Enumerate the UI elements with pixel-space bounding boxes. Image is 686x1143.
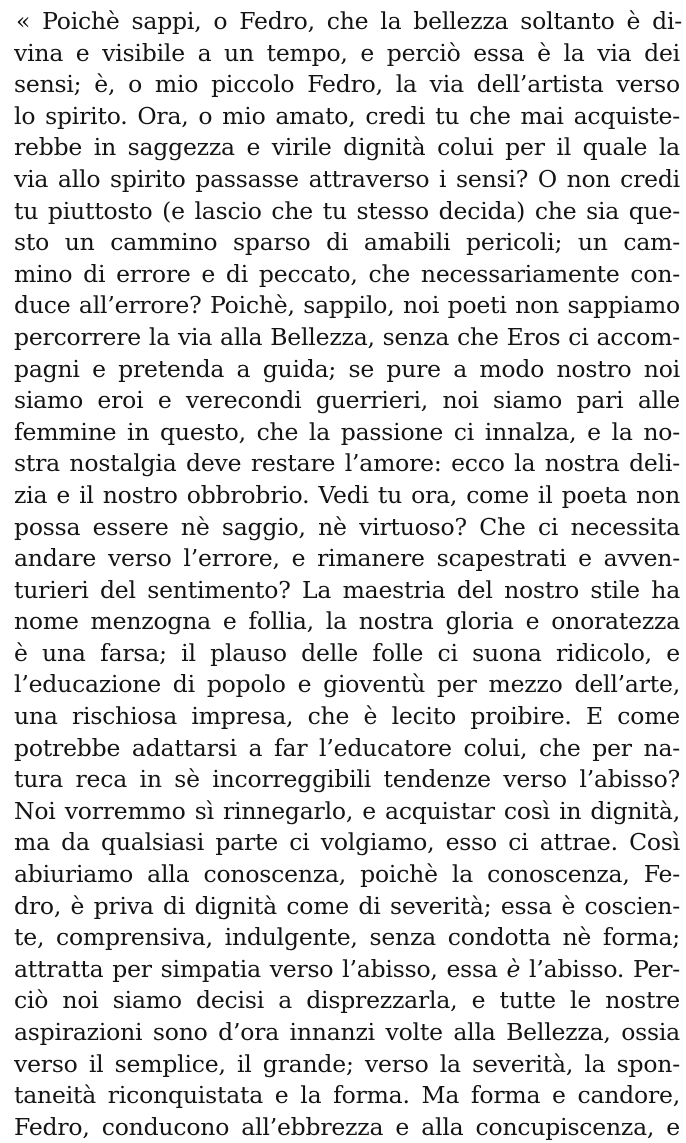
- text-line: Fedro, conducono all’ebbrezza e alla concupiscenza, e: [14, 1112, 680, 1141]
- text-line: Noi vorremmo sì rinnegarlo, e acquistar così in dignità,: [14, 796, 680, 825]
- text-line: percorrere la via alla Bellezza, senza che Eros ci accom-: [14, 322, 680, 351]
- body-text: [14, 6, 680, 1143]
- text-line: siamo eroi e verecondi guerrieri, noi siamo pari alle: [14, 386, 680, 415]
- text-line: via allo spirito passasse attraverso i sensi? O non credi: [14, 164, 680, 193]
- text-line: lo spirito. Ora, o mio amato, credi tu che mai acquiste-: [14, 101, 680, 130]
- text-line: duce all’errore? Poichè, sappilo, noi poeti non sappiamo: [14, 291, 680, 320]
- text-line: stra nostalgia deve restare l’amore: ecco la nostra deli-: [14, 449, 680, 478]
- text-line: pagni e pretenda a guida; se pure a modo nostro noi: [14, 354, 680, 383]
- text-line: mino di errore e di peccato, che necessariamente con-: [14, 259, 680, 288]
- text-line: aspirazioni sono d’ora innanzi volte alla Bellezza, ossia: [14, 1018, 680, 1046]
- text-line: una rischiosa impresa, che è lecito proibire. E come: [14, 702, 680, 731]
- text-line: tura reca in sè incorreggibili tendenze verso l’abisso?: [14, 765, 680, 794]
- text-line: sto un cammino sparso di amabili pericoli; un cam-: [14, 228, 680, 257]
- text-line: potrebbe adattarsi a far l’educatore colui, che per na-: [14, 733, 680, 762]
- text-line: attratta per simpatia verso l’abisso, essa è l’abisso. Per-: [14, 954, 680, 983]
- text-line: taneità riconquistata e la forma. Ma forma e candore,: [14, 1081, 680, 1110]
- text-line: abiuriamo alla conoscenza, poichè la conoscenza, Fe-: [14, 860, 680, 889]
- text-line: l’educazione di popolo e gioventù per mezzo dell’arte,: [14, 670, 680, 699]
- text-line: verso il semplice, il grande; verso la severità, la spon-: [14, 1049, 680, 1078]
- text-line: nome menzogna e follia, la nostra gloria e onoratezza: [14, 607, 680, 636]
- text-line: vina e visibile a un tempo, e perciò essa è la via dei: [14, 38, 680, 67]
- text-line: rebbe in saggezza e virile dignità colui per il quale la: [14, 133, 680, 162]
- text-line: dro, è priva di dignità come di severità; essa è coscien-: [14, 891, 680, 920]
- text-line: possa essere nè saggio, nè virtuoso? Che ci necessita: [14, 512, 680, 541]
- text-line: è una farsa; il plauso delle folle ci suona ridicolo, e: [14, 638, 680, 667]
- text-line: ma da qualsiasi parte ci volgiamo, esso ci attrae. Così: [14, 828, 680, 857]
- text-line: tu piuttosto (e lascio che tu stesso decida) che sia que-: [14, 196, 680, 225]
- text-line: andare verso l’errore, e rimanere scapestrati e avven-: [14, 544, 680, 573]
- emphasis: è: [506, 954, 521, 983]
- text-line: sensi; è, o mio piccolo Fedro, la via dell’artista verso: [14, 70, 680, 99]
- text-line: « Poichè sappi, o Fedro, che la bellezza soltanto è di-: [16, 7, 682, 35]
- text-line: te, comprensiva, indulgente, senza condotta nè forma;: [14, 923, 680, 952]
- text-line: femmine in questo, che la passione ci innalza, e la no-: [14, 417, 680, 446]
- text-line: turieri del sentimento? La maestria del nostro stile ha: [14, 575, 680, 604]
- text-line: ciò noi siamo decisi a disprezzarla, e tutte le nostre: [14, 986, 680, 1015]
- text-line: zia e il nostro obbrobrio. Vedi tu ora, come il poeta non: [14, 480, 680, 509]
